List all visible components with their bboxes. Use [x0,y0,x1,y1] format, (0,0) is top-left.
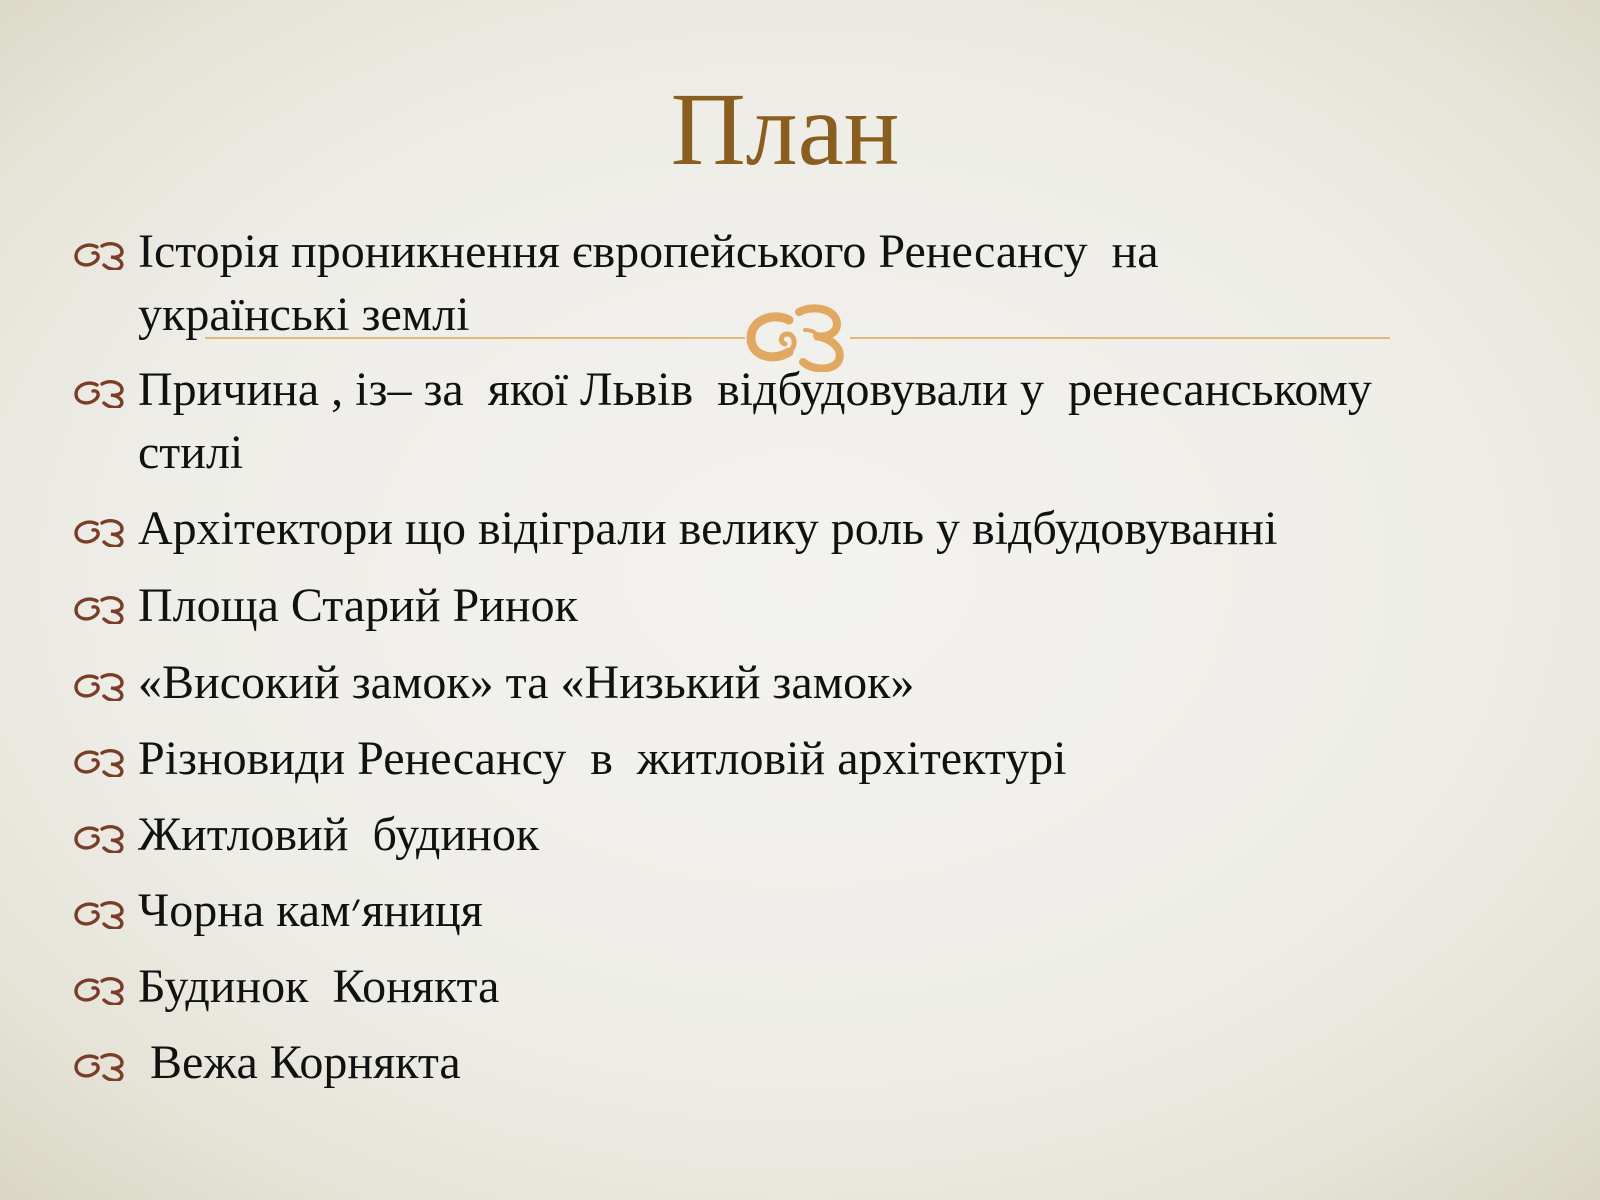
curl-ornament-icon [73,747,125,777]
list-item-line: українські землі [138,288,470,341]
curl-ornament-icon [73,1051,125,1081]
curl-ornament-icon [73,594,125,624]
list-item-line: стилі [138,426,244,479]
list-item-line: Житловий будинок [138,808,540,861]
list-item-line: Вежа Корнякта [138,1036,461,1089]
curl-ornament-icon [73,899,125,929]
list-item-line: Історія проникнення європейського Ренесансу на [138,225,1159,278]
curl-ornament-icon [73,378,125,408]
curl-ornament-icon [73,671,125,701]
list-item-line: Причина , із– за якої Львів відбудовували у ренесанському [138,363,1372,416]
slide-title: План [670,72,900,187]
list-item-line: Архітектори що відіграли велику роль у відбудовуванні [138,502,1278,555]
curl-ornament-icon [73,975,125,1005]
list-item-line: Різновиди Ренесансу в житловій архітектурі [138,732,1067,785]
list-item-line: Будинок Конякта [138,960,500,1013]
curl-ornament-icon [73,240,125,270]
curl-ornament-icon [73,823,125,853]
curl-ornament-icon [73,517,125,547]
list-item-line: «Високий замок» та «Низький замок» [138,656,915,709]
list-item-line: Площа Старий Ринок [138,579,578,632]
list-item-line: Чорна кам׳яниця [138,884,483,937]
